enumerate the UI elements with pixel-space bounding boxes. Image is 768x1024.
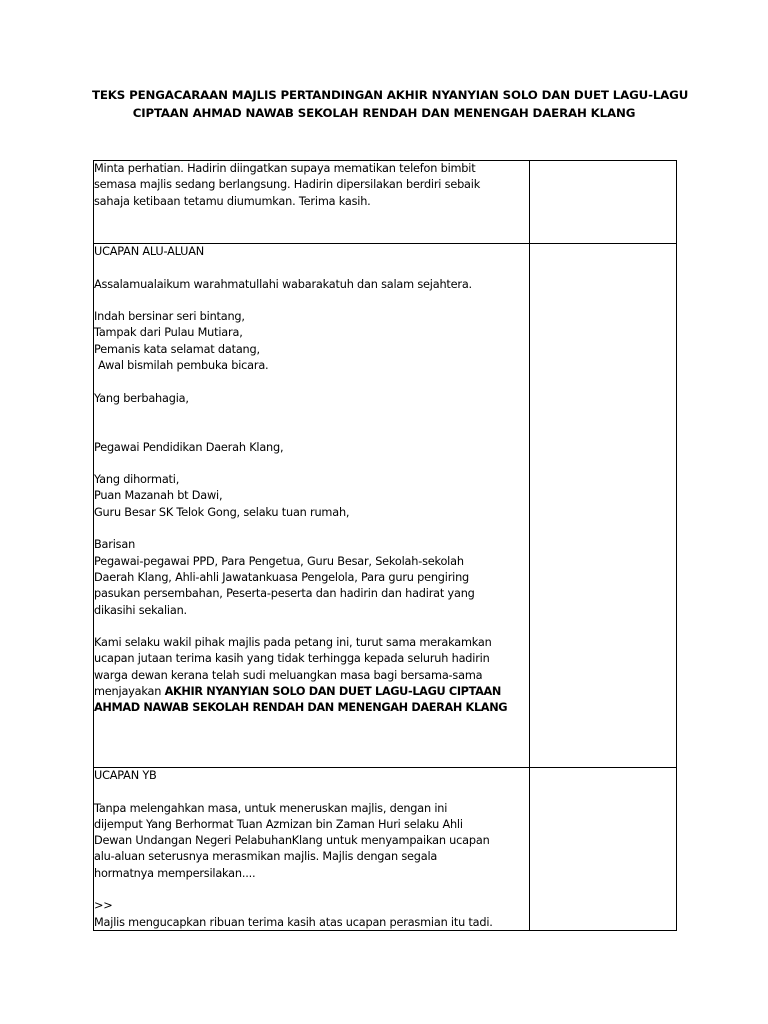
greeting-text: Assalamualaikum warahmatullahi wabarakatuh dan salam sejahtera. xyxy=(94,277,472,291)
address-line: Daerah Klang, Ahli-ahli Jawatankuasa Pengelola, Para guru pengiring xyxy=(94,570,470,584)
closing-line: Kami selaku wakil pihak majlis pada petang ini, turut sama merakamkan xyxy=(94,636,492,650)
side-note-cell-3 xyxy=(530,768,677,931)
event-name-bold-continued: AHMAD NAWAB SEKOLAH RENDAH DAN MENENGAH DAERAH KLANG xyxy=(94,701,508,715)
closing-line-event-name xyxy=(94,684,529,700)
section-heading-yb: UCAPAN YB xyxy=(94,769,157,782)
address-line: Guru Besar SK Telok Gong, selaku tuan rumah, xyxy=(94,505,350,519)
blank-line xyxy=(94,260,529,276)
blank-line xyxy=(94,407,529,423)
announcement-cell xyxy=(94,161,530,244)
address-line: Barisan xyxy=(94,538,136,552)
thanks-line: Majlis mengucapkan ribuan terima kasih atas ucapan perasmian itu tadi. xyxy=(94,915,493,929)
side-note-cell-1 xyxy=(530,161,677,244)
table-row-welcome-speech xyxy=(94,244,677,768)
yb-line-1: Tanpa melengahkan masa, untuk meneruskan majlis, dengan ini xyxy=(94,801,448,815)
title-line-1: TEKS PENGACARAAN MAJLIS PERTANDINGAN AKHIR NYANYIAN SOLO DAN DUET LAGU-LAGU xyxy=(92,88,689,102)
blank-line xyxy=(94,521,529,537)
announcement-line-2: semasa majlis sedang berlangsung. Hadirin dipersilakan berdiri sebaik xyxy=(94,178,481,192)
pantun-line-1: Indah bersinar seri bintang, xyxy=(94,310,245,324)
pantun-line-2: Tampak dari Pulau Mutiara, xyxy=(94,326,243,340)
blank-line xyxy=(94,374,529,390)
address-line: Yang berbahagia, xyxy=(94,391,189,405)
yb-line-4: alu-aluan seterusnya merasmikan majlis. Majlis dengan segala xyxy=(94,850,438,864)
address-line: dikasihi sekalian. xyxy=(94,603,187,617)
side-note-cell-2 xyxy=(530,244,677,768)
yb-line-3: Dewan Undangan Negeri PelabuhanKlang untuk menyampaikan ucapan xyxy=(94,834,490,848)
closing-plain-text: menjayakan xyxy=(94,685,165,699)
blank-line xyxy=(94,293,529,309)
announcement-line-1: Minta perhatian. Hadirin diingatkan supaya mematikan telefon bimbit xyxy=(94,162,476,175)
title-line-2: CIPTAAN AHMAD NAWAB SEKOLAH RENDAH DAN MENENGAH DAERAH KLANG xyxy=(132,106,636,120)
welcome-speech-cell xyxy=(94,244,530,768)
address-line: pasukan persembahan, Peserta-peserta dan hadirin dan hadirat yang xyxy=(94,587,475,601)
continue-marker: >> xyxy=(94,899,113,913)
closing-line: ucapan jutaan terima kasih yang tidak terhingga kepada seluruh hadirin xyxy=(94,652,490,666)
blank-line xyxy=(94,619,529,635)
document-title xyxy=(92,86,689,122)
announcement-line-3: sahaja ketibaan tetamu diumumkan. Terima kasih. xyxy=(94,194,371,208)
address-line: Yang dihormati, xyxy=(94,473,180,487)
blank-line xyxy=(94,423,529,439)
pantun-line-3: Pemanis kata selamat datang, xyxy=(94,342,260,356)
blank-line xyxy=(94,882,529,898)
address-line: Puan Mazanah bt Dawi, xyxy=(94,489,223,503)
emcee-script-table xyxy=(93,160,677,931)
table-row-announcement xyxy=(94,161,677,244)
address-line: Pegawai-pegawai PPD, Para Pengetua, Guru Besar, Sekolah-sekolah xyxy=(94,554,464,568)
blank-line xyxy=(94,456,529,472)
yb-speech-cell xyxy=(94,768,530,931)
table-row-yb-speech xyxy=(94,768,677,931)
pantun-line-4: Awal bismilah pembuka bicara. xyxy=(98,359,269,373)
section-heading-welcome: UCAPAN ALU-ALUAN xyxy=(94,245,205,258)
yb-line-2: dijemput Yang Berhormat Tuan Azmizan bin Zaman Huri selaku Ahli xyxy=(94,817,463,831)
address-line: Pegawai Pendidikan Daerah Klang, xyxy=(94,440,284,454)
event-name-bold: AKHIR NYANYIAN SOLO DAN DUET LAGU-LAGU CIPTAAN xyxy=(164,685,501,699)
yb-line-5: hormatnya mempersilakan.... xyxy=(94,866,256,880)
blank-line xyxy=(94,784,529,800)
closing-line: warga dewan kerana telah sudi meluangkan masa bagi bersama-sama xyxy=(94,668,483,682)
